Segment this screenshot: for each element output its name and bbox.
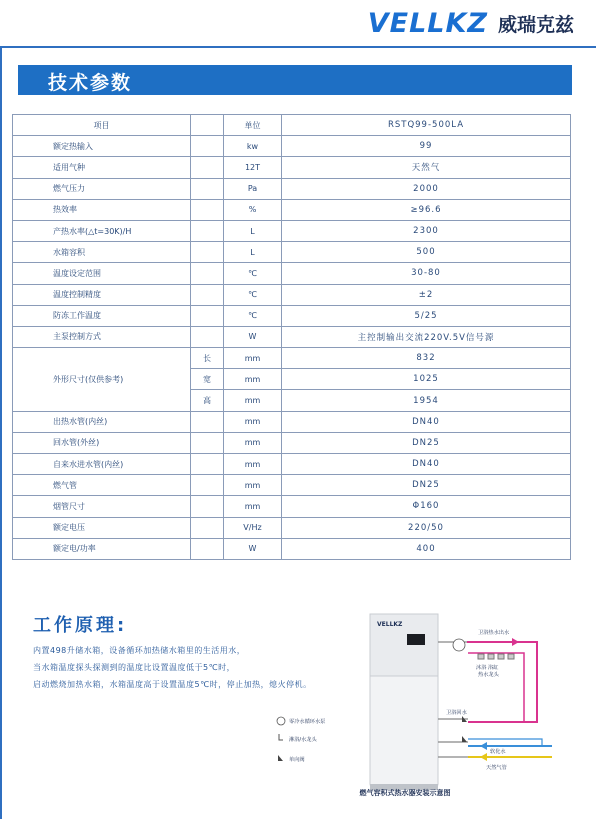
- row-sub: [191, 242, 224, 263]
- row-unit: %: [224, 199, 282, 220]
- row-item: 回水管(外丝): [13, 432, 191, 453]
- row-sub: [191, 157, 224, 178]
- row-sub: [191, 475, 224, 496]
- table-row: [13, 136, 571, 157]
- row-sub: 长: [191, 348, 224, 369]
- table-row: [13, 178, 571, 199]
- row-sub: [191, 432, 224, 453]
- spec-table: [12, 114, 571, 560]
- header-sub: [191, 115, 224, 136]
- install-diagram: [272, 612, 572, 802]
- table-row: [13, 348, 571, 369]
- row-sub: [191, 517, 224, 538]
- table-row: [13, 496, 571, 517]
- table-row: [13, 284, 571, 305]
- row-item: 温度控制精度: [13, 284, 191, 305]
- row-value: 1025: [282, 369, 571, 390]
- row-unit: mm: [224, 369, 282, 390]
- legend-valve-icon: [278, 755, 283, 761]
- table-row: [13, 305, 571, 326]
- row-value: DN40: [282, 411, 571, 432]
- row-value: 220/50: [282, 517, 571, 538]
- section-title-bar: [18, 65, 572, 95]
- row-unit: ℃: [224, 284, 282, 305]
- table-row: [13, 242, 571, 263]
- svg-text:热水龙头: 热水龙头: [478, 672, 499, 678]
- row-sub: [191, 305, 224, 326]
- row-sub: 高: [191, 390, 224, 411]
- row-value: 1954: [282, 390, 571, 411]
- svg-text:单向阀: 单向阀: [289, 757, 305, 763]
- row-item: 燃气管: [13, 475, 191, 496]
- row-unit: 12T: [224, 157, 282, 178]
- table-row: [13, 411, 571, 432]
- svg-text:零冷水循环水泵: 零冷水循环水泵: [289, 719, 326, 725]
- svg-text:天然气管: 天然气管: [486, 765, 507, 771]
- row-value: 天然气: [282, 157, 571, 178]
- row-value: 主控制输出交流220V.5V信号源: [282, 326, 571, 347]
- row-value: 99: [282, 136, 571, 157]
- row-item: 额定电压: [13, 517, 191, 538]
- table-row: [13, 538, 571, 559]
- table-row: [13, 199, 571, 220]
- row-value: DN25: [282, 432, 571, 453]
- row-sub: 宽: [191, 369, 224, 390]
- row-sub: [191, 263, 224, 284]
- row-sub: [191, 411, 224, 432]
- unit-logo: VELLKZ: [377, 621, 403, 628]
- row-item: 热效率: [13, 199, 191, 220]
- row-item: 产热水率(△t=30K)/H: [13, 220, 191, 241]
- principle-text: [33, 642, 312, 693]
- row-item: 额定电/功率: [13, 538, 191, 559]
- svg-text:卫浴热水出水: 卫浴热水出水: [478, 630, 510, 636]
- row-item: 适用气种: [13, 157, 191, 178]
- row-value: 2000: [282, 178, 571, 199]
- brand: [368, 8, 574, 38]
- table-row: [13, 220, 571, 241]
- header-model: RSTQ99-500LA: [282, 115, 571, 136]
- row-item: 自来水进水管(内丝): [13, 454, 191, 475]
- row-unit: mm: [224, 475, 282, 496]
- header-rule: [0, 46, 596, 48]
- svg-text:沐浴 浴缸: 沐浴 浴缸: [476, 665, 499, 671]
- svg-text:淋浴/水龙头: 淋浴/水龙头: [289, 737, 317, 743]
- row-unit: L: [224, 242, 282, 263]
- row-value: ±2: [282, 284, 571, 305]
- row-item: 烟管尺寸: [13, 496, 191, 517]
- row-unit: W: [224, 538, 282, 559]
- row-value: Φ160: [282, 496, 571, 517]
- row-value: 2300: [282, 220, 571, 241]
- row-value: 400: [282, 538, 571, 559]
- header-unit: 单位: [224, 115, 282, 136]
- row-unit: mm: [224, 432, 282, 453]
- row-sub: [191, 199, 224, 220]
- principle-line: 内置498升储水箱，设备循环加热储水箱里的生活用水，: [33, 646, 246, 655]
- row-value: ≥96.6: [282, 199, 571, 220]
- principle-line: 启动燃烧加热水箱，水箱温度高于设置温度5℃时，停止加热，熄火停机。: [33, 680, 312, 689]
- table-row: [13, 326, 571, 347]
- legend-pump-icon: [277, 717, 285, 725]
- row-unit: ℃: [224, 305, 282, 326]
- row-unit: L: [224, 220, 282, 241]
- row-sub: [191, 326, 224, 347]
- svg-text:软化水: 软化水: [490, 749, 506, 755]
- table-row: [13, 517, 571, 538]
- pump-icon: [453, 639, 465, 651]
- row-sub: [191, 284, 224, 305]
- row-item: 额定热输入: [13, 136, 191, 157]
- left-rule: [0, 46, 2, 819]
- table-row: [13, 454, 571, 475]
- row-unit: W: [224, 326, 282, 347]
- row-item: 燃气压力: [13, 178, 191, 199]
- row-item: 水箱容积: [13, 242, 191, 263]
- principle-line: 当水箱温度探头探测到的温度比设置温度低于5℃时，: [33, 663, 236, 672]
- row-value: 30-80: [282, 263, 571, 284]
- row-unit: ℃: [224, 263, 282, 284]
- row-sub: [191, 220, 224, 241]
- principle-title: 工作原理:: [33, 615, 128, 636]
- row-sub: [191, 454, 224, 475]
- table-row: [13, 475, 571, 496]
- row-unit: mm: [224, 348, 282, 369]
- row-unit: mm: [224, 411, 282, 432]
- row-item: 防冻工作温度: [13, 305, 191, 326]
- display-icon: [407, 634, 425, 645]
- row-unit: mm: [224, 496, 282, 517]
- row-value: 500: [282, 242, 571, 263]
- row-unit: Pa: [224, 178, 282, 199]
- table-row: [13, 157, 571, 178]
- row-value: 832: [282, 348, 571, 369]
- row-value: 5/25: [282, 305, 571, 326]
- section-title: 技术参数: [48, 72, 133, 94]
- row-sub: [191, 136, 224, 157]
- brand-name: 威瑞克兹: [497, 13, 574, 36]
- row-sub: [191, 496, 224, 517]
- brand-logo: VELLKZ: [367, 7, 488, 39]
- row-unit: V/Hz: [224, 517, 282, 538]
- table-row: [13, 432, 571, 453]
- row-unit: mm: [224, 454, 282, 475]
- header-item: 项目: [13, 115, 191, 136]
- table-row: [13, 263, 571, 284]
- legend-tap-icon: [279, 734, 283, 740]
- row-unit: mm: [224, 390, 282, 411]
- svg-text:卫浴回水: 卫浴回水: [446, 710, 467, 716]
- row-value: DN40: [282, 454, 571, 475]
- diagram-caption: 燃气容积式热水器安装示意图: [359, 789, 451, 797]
- row-sub: [191, 538, 224, 559]
- row-item: 温度设定范围: [13, 263, 191, 284]
- row-item: 外形尺寸(仅供参考): [13, 348, 191, 412]
- row-sub: [191, 178, 224, 199]
- row-item: 出热水管(内丝): [13, 411, 191, 432]
- row-value: DN25: [282, 475, 571, 496]
- table-header-row: [13, 115, 571, 136]
- row-unit: kw: [224, 136, 282, 157]
- row-item: 主泵控制方式: [13, 326, 191, 347]
